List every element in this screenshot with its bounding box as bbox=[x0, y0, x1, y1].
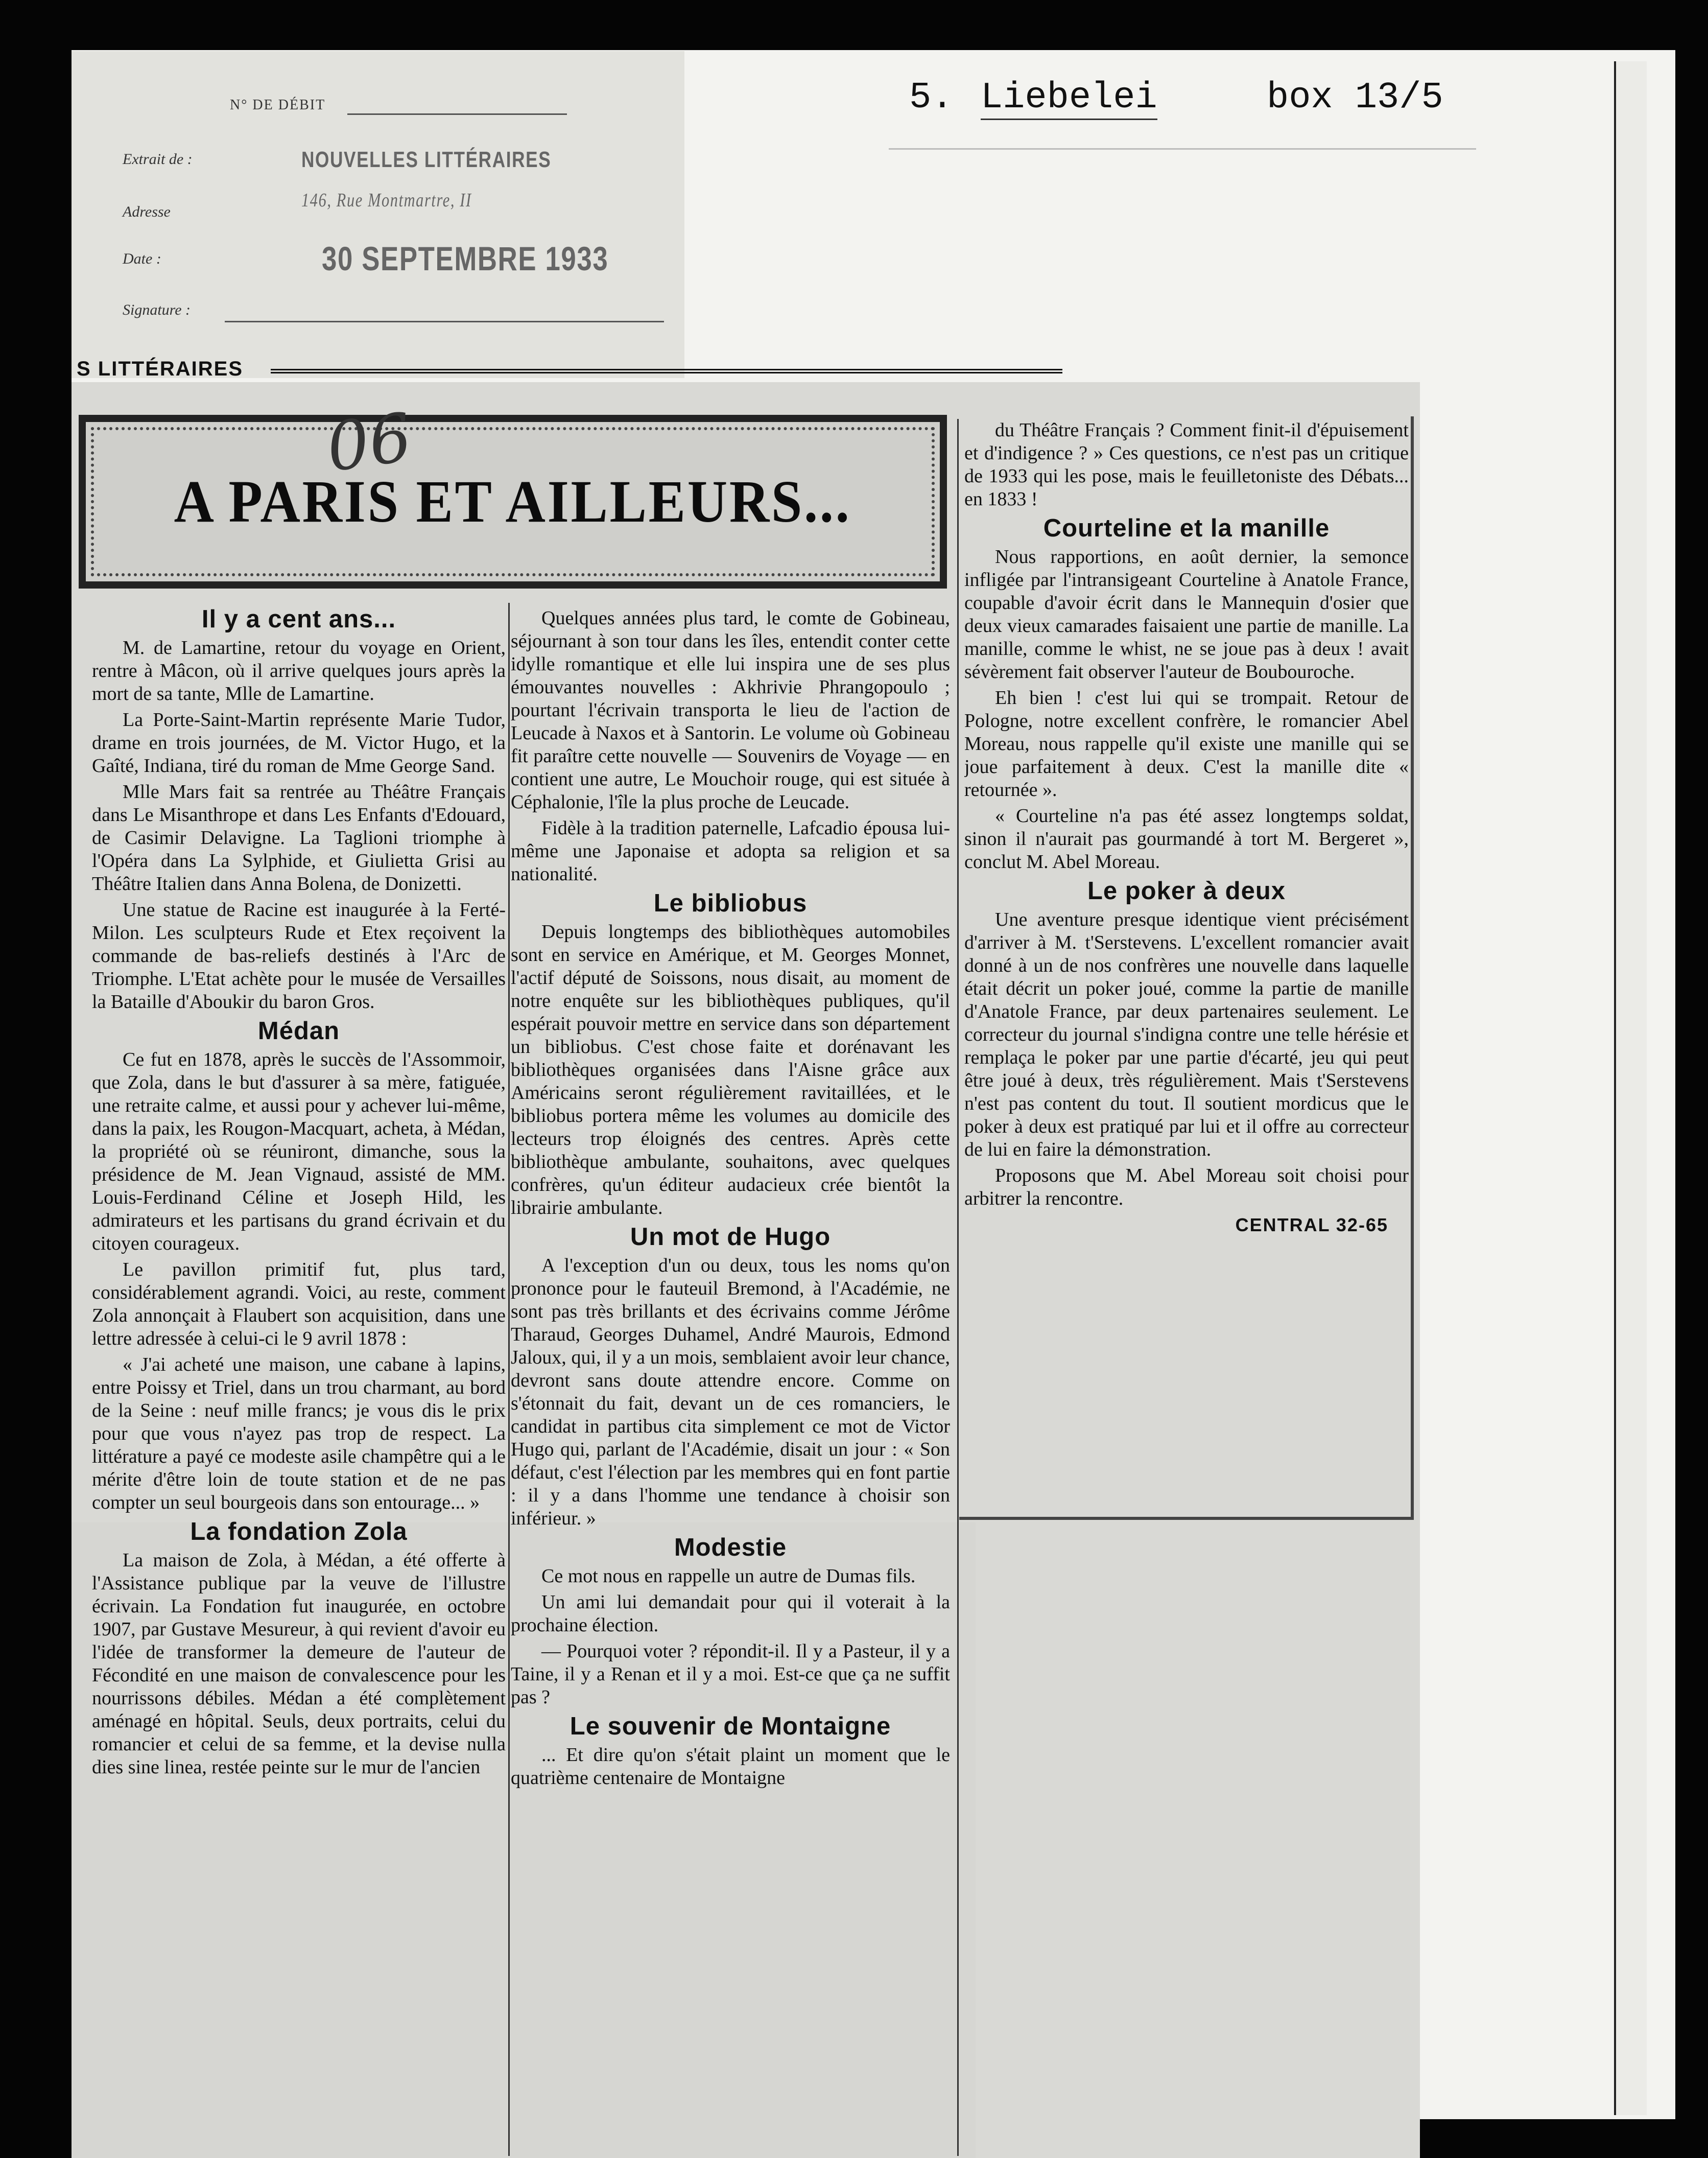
paragraph: Une statue de Racine est inaugurée à la Ferté-Milon. Les sculpteurs Rude et Etex reçoivent la commande de bas-reliefs destinés à l'Arc de Triomphe. L'Etat achète pour le musée de Versailles la Bataille d'Aboukir du baron Gros. bbox=[92, 899, 506, 1013]
typed-archive-label bbox=[889, 77, 1476, 138]
article-column-3 bbox=[964, 419, 1409, 1507]
paragraph: Le pavillon primitif fut, plus tard, considérablement agrandi. Voici, au reste, comment Zola annonçait à Flaubert son acquisition, dans une lettre adressée à celui-ci le 9 avril 1878 : bbox=[92, 1259, 506, 1349]
masthead-rule bbox=[271, 369, 1062, 373]
paragraph: La maison de Zola, à Médan, a été offerte à l'Assistance publique par la veuve de l'illustre écrivain. La Fondation fut inaugurée, en octobre 1907, par Gustave Mesureur, à qui revient d'avoir eu l'idée de transformer la demeure de l'auteur de Fécondité en une maison de convalescence pour les nourrissons débiles. Médan a été complètement aménagé en hôpital. Seuls, deux portraits, celui du romancier et celui de sa femme, et la devise nulla dies sine linea, restée peinte sur le mur de l'ancien bbox=[92, 1550, 506, 1778]
column-rule-2 bbox=[957, 419, 959, 2156]
section-heading: Le bibliobus bbox=[653, 889, 808, 917]
section-heading: Il y a cent ans... bbox=[201, 605, 396, 633]
article-title: A PARIS ET AILLEURS... bbox=[174, 468, 851, 535]
paragraph: Mlle Mars fait sa rentrée au Théâtre Français dans Le Misanthrope et dans Les Enfants d'Edouard, de Casimir Delavigne. La Taglioni triomphe à l'Opéra dans La Sylphide, et Giulietta Grisi au Théâtre Italien dans Anna Bolena, de Donizetti. bbox=[92, 781, 506, 895]
paragraph: Ce mot nous en rappelle un autre de Dumas fils. bbox=[541, 1565, 916, 1587]
date-value: 30 SEPTEMBRE 1933 bbox=[322, 240, 609, 277]
paragraph: Une aventure presque identique vient précisément d'arriver à M. t'Serstevens. L'excellent romancier avait donné à un de nos confrères une nouvelle dans laquelle était décrit un poker joué, comme la partie de manille d'Anatole France, par deux partenaires seulement. Le correcteur du journal s'indigna contre une telle hérésie et remplaça le poker par une partie d'écarté, jeu qui peut être joué à deux, très régulièrement. Mais t'Serstevens n'est pas content du tout. Il soutient mordicus que le poker à deux est pratiqué par lui et il offre au correcteur de lui en faire la démonstration. bbox=[964, 909, 1409, 1160]
section-heading: Modestie bbox=[674, 1534, 787, 1561]
paragraph: ... Et dire qu'on s'était plaint un moment que le quatrième centenaire de Montaigne bbox=[511, 1744, 950, 1789]
label-box: box 13/5 bbox=[1267, 77, 1443, 119]
paragraph: Quelques années plus tard, le comte de Gobineau, séjournant à son tour dans les îles, entendit conter cette idylle romantique et elle lui inspira une de ses plus émouvantes nouvelles : Akhrivie Phrangopoulo ; pourtant l'écrivain transporta le lieu de l'action de Leucade à Naxos et à Santorin. Le volume où Gobineau fit paraître cette nouvelle — Souvenirs de Voyage — en contient une autre, Le Mouchoir rouge, qui est située à Céphalonie, l'île la plus proche de Leucade. bbox=[511, 607, 950, 813]
clipping-service-stamp bbox=[72, 51, 684, 378]
masthead-fragment: S LITTÉRAIRES bbox=[77, 358, 244, 380]
section-heading: Courteline et la manille bbox=[1043, 514, 1330, 542]
paragraph: Proposons que M. Abel Moreau soit choisi pour arbitrer la rencontre. bbox=[964, 1165, 1409, 1209]
section-heading: Un mot de Hugo bbox=[630, 1223, 831, 1251]
paragraph: Depuis longtemps des bibliothèques automobiles sont en service en Amérique, et M. Georges Monnet, l'actif député de Soissons, nous disait, au moment de notre enquête sur les bibliothèques publiques, qu'il espérait pouvoir mettre en service dans son département un bibliobus. C'est chose faite et dorénavant les bibliothèques organisées dans l'Aisne grâce aux Américains seront régulièrement ravitaillées, et le bibliobus portera même les volumes au domicile des lecteurs trop éloignés des centres. Après cette bibliothèque ambulante, souhaitons, avec quelques confrères, qu'un éditeur audacieux crée bientôt la librairie ambulante. bbox=[511, 921, 950, 1218]
paragraph: Un ami lui demandait pour qui il voterait à la prochaine élection. bbox=[511, 1591, 950, 1636]
extrait-label: Extrait de : bbox=[123, 151, 193, 168]
title-box bbox=[79, 415, 947, 589]
paragraph: La Porte-Saint-Martin représente Marie Tudor, drame en trois journées, de M. Victor Hugo, et la Gaîté, Indiana, tiré du roman de Mme George Sand. bbox=[92, 709, 506, 777]
paragraph: du Théâtre Français ? Comment finit-il d'épuisement et d'indigence ? » Ces questions, ce n'est pas un critique de 1933 qui les pose, mais le feuilletoniste des Débats... en 1833 ! bbox=[964, 419, 1409, 510]
paragraph: Ce fut en 1878, après le succès de l'Assommoir, que Zola, dans le but d'assurer à sa mère, fatiguée, une retraite calme, et aussi pour y achever lui-même, dans la paix, les Rougon-Macquart, acheta, à Médan, la propriété où se réuniront, dimanche, sous la présidence de M. Jean Vignaud, assisté de MM. Louis-Ferdinand Céline et Joseph Hild, les admirateurs et les partisans du grand écrivain et du citoyen courageux. bbox=[92, 1049, 506, 1254]
section-heading: Le poker à deux bbox=[1087, 877, 1286, 905]
column-rule-1 bbox=[508, 603, 510, 2156]
debit-label: N° DE DÉBIT bbox=[230, 97, 326, 113]
section-heading: La fondation Zola bbox=[190, 1518, 408, 1545]
signature-byline: CENTRAL 32-65 bbox=[1235, 1214, 1388, 1235]
label-number: 5. bbox=[909, 77, 954, 119]
debit-line bbox=[347, 113, 567, 115]
label-title: Liebelei bbox=[981, 77, 1157, 120]
paragraph: « Courteline n'a pas été assez longtemps soldat, sinon il n'aurait pas gourmandé à tort M. Bergeret », conclut M. Abel Moreau. bbox=[964, 805, 1409, 873]
date-label: Date : bbox=[123, 250, 161, 267]
paragraph: « J'ai acheté une maison, une cabane à lapins, entre Poissy et Triel, dans un trou charmant, au bord de la Seine : neuf mille francs; je vous dis le prix pour que vous n'ayez pas trop de respect. La littérature a payé ce modeste asile champêtre qui a le mérite d'être loin de toute station et de ne pas compter un seul bourgeois dans son entourage... » bbox=[92, 1354, 506, 1513]
sheet-fold-edge bbox=[1614, 61, 1647, 2115]
paragraph: A l'exception d'un ou deux, tous les noms qu'on prononce pour le fauteuil Bremond, à l'Académie, ne sont pas très brillants et des écrivains comme Jérôme Tharaud, Georges Duhamel, André Maurois, Edmond Jaloux, qui, il y a un mois, semblaient avoir leur chance, devront sans doute attendre encore. Comme on s'étonnait du fait, devant un de ces romanciers, le candidat in partibus cita simplement ce mot de Victor Hugo qui, parlant de l'Académie, disait un jour : « Son défaut, c'est l'élection par les membres qui en font partie : il y a dans l'homme une tendance à choisir son inférieur. » bbox=[511, 1255, 950, 1529]
section-heading: Médan bbox=[257, 1017, 340, 1045]
adresse-value: 146, Rue Montmartre, II bbox=[301, 190, 472, 211]
extrait-value: NOUVELLES LITTÉRAIRES bbox=[301, 147, 552, 172]
paragraph: Eh bien ! c'est lui qui se trompait. Retour de Pologne, notre excellent confrère, le romancier Abel Moreau, nous rappelle qu'il existe une manille qui se joue parfaitement à deux. C'est la manille dite « retournée ». bbox=[964, 687, 1409, 801]
adresse-label: Adresse bbox=[123, 203, 171, 220]
article-column-1 bbox=[92, 602, 506, 2155]
section-heading: Le souvenir de Montaigne bbox=[570, 1713, 891, 1740]
handwritten-mark: 06 bbox=[322, 398, 417, 487]
paragraph: M. de Lamartine, retour du voyage en Orient, rentre à Mâcon, où il arrive quelques jours après la mort de sa tante, Mlle de Lamartine. bbox=[92, 637, 506, 705]
paragraph: Fidèle à la tradition paternelle, Lafcadio épousa lui-même une Japonaise et adopta sa religion et sa nationalité. bbox=[511, 817, 950, 885]
signature-label: Signature : bbox=[123, 301, 191, 318]
paragraph: Nous rapportions, en août dernier, la semonce infligée par l'intransigeant Courteline à Anatole France, coupable d'avoir écrit dans le Mannequin d'osier que deux vieux camarades faisaient une partie de manille. La manille, comme le whist, ne se joue pas à deux ! avait sévèrement fait observer l'auteur de Boubouroche. bbox=[964, 546, 1409, 683]
label-rule bbox=[889, 148, 1476, 150]
paragraph: — Pourquoi voter ? répondit-il. Il y a Pasteur, il y a Taine, il y a Renan et il y a moi. Est-ce que ça ne suffit pas ? bbox=[511, 1640, 950, 1708]
signature-line bbox=[225, 321, 664, 322]
article-column-2 bbox=[511, 607, 950, 2155]
